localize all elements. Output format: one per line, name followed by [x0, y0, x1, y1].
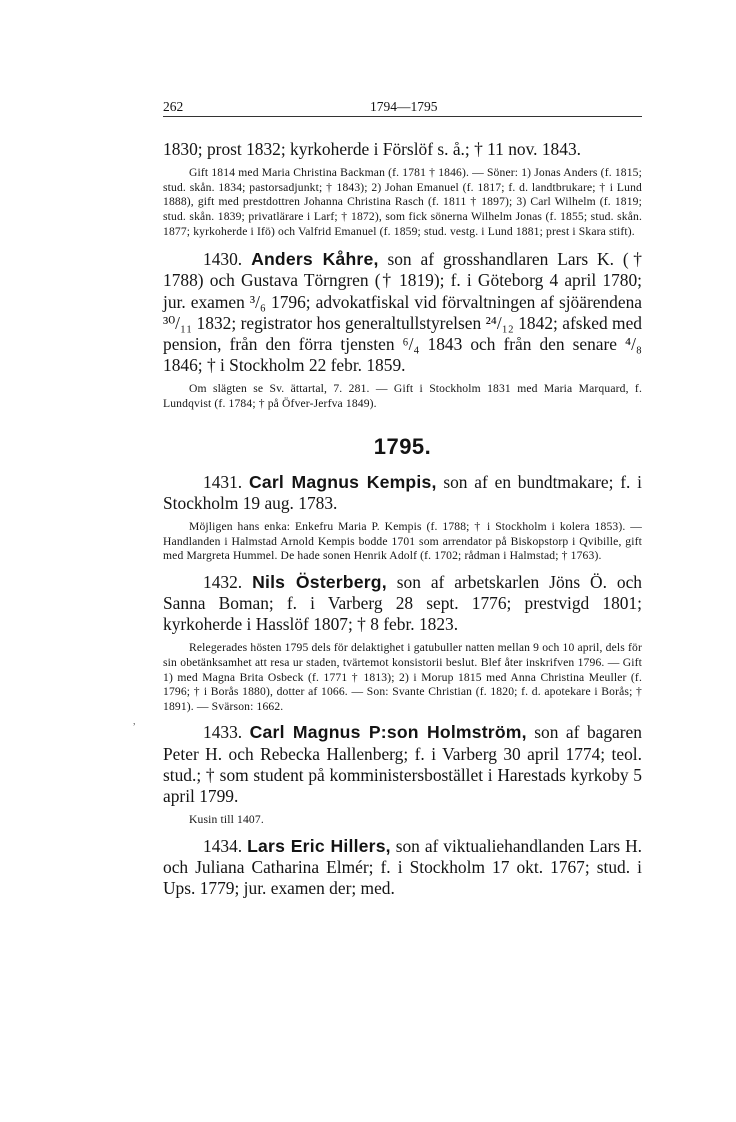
entry-1431: [163, 472, 642, 514]
entry-number: 1431.: [203, 471, 243, 492]
running-head: 1794—1795: [370, 99, 438, 114]
entry-1434: [163, 836, 642, 900]
entry-text: son af arbetskarlen Jöns Ö. och Sanna Boman; f. i Varberg 28 sept. 1776; prestvigd 1801; kyrkoherde i Hasslöf 1807; † 8 febr. 1823.: [163, 571, 642, 635]
entry-text: son af en bundtmakare; f. i Stockholm 19 aug. 1783.: [163, 471, 642, 513]
book-page: [163, 96, 642, 899]
entry-1431-note: Möjligen hans enka: Enkefru Maria P. Kempis (f. 1788; † i Stockholm i kolera 1853). — Handlanden i Halmstad Arnold Kempis bodde 1701 som arrendator på Biskopstorp i Qvibille, gift med Margreta Hummel. De hade sonen Henrik Adolf (f. 1702; rådman i Halmstad; † 1763).: [163, 519, 642, 563]
page-number: 262: [163, 99, 184, 114]
entry-1433: [163, 722, 642, 807]
entry-1432: [163, 572, 642, 636]
intro-note: Gift 1814 med Maria Christina Backman (f. 1781 † 1846). — Söner: 1) Jonas Anders (f. 1815; stud. skån. 1834; pastorsadjunkt; † 1843); 2) Johan Emanuel (f. 1817; f. d. landtbrukare; † i Lund 1888), gift med prestdottren Johanna Christina Rasch (f. 1811 † 1897); 3) Carl Wilhelm (f. 1819; stud. skån. 1839; privatlärare i Larf; † 1872), som fick sönerna Wilhelm Jonas (f. 1855; stud. skån. 1877; kyrkoherde i Ifö) och Valfrid Emanuel (f. 1859; stud. vestg. i Lund 1881; prest i Skara stift).: [163, 166, 642, 238]
entry-1430-note: Om slägten se Sv. ättartal, 7. 281. — Gift i Stockholm 1831 med Maria Marquard, f. Lundqvist (f. 1784; † på Öfver-Jerfva 1849).: [163, 382, 642, 410]
entry-name: Carl Magnus Kempis,: [248, 471, 437, 492]
page-header: [163, 96, 642, 117]
entry-1433-note: Kusin till 1407.: [189, 813, 264, 827]
entry-number: 1430.: [203, 249, 243, 270]
entry-1430: [163, 249, 642, 376]
entry-number: 1434.: [203, 835, 243, 856]
intro-paragraph: 1830; prost 1832; kyrkoherde i Förslöf s. å.; † 11 nov. 1843.: [163, 139, 581, 159]
entry-name: Lars Eric Hillers,: [247, 835, 391, 856]
entry-name: Anders Kåhre,: [251, 249, 379, 270]
entry-number: 1433.: [203, 722, 243, 743]
entry-1432-note: Relegerades hösten 1795 dels för delaktighet i gatubuller natten mellan 9 och 10 april, dels för sin obetänksamhet att resa ur staden, tvärtemot konsistorii beslut. Blef åter inskrifven 1796. — Gift 1) med Magna Brita Osbeck (f. 1771 † 1813); 2) i Morup 1815 med Anna Christina Meuller (f. 1796; † i Borås 1880), dotter af 1066. — Son: Svante Christian (f. 1820; f. d. apotekare i Borås; † 1891). — Svärson: 1662.: [163, 641, 642, 713]
entry-text: son af bagaren Peter H. och Rebecka Hallenberg; f. i Varberg 30 april 1774; teol. stud.; † som student på komministersbostället i Harestads kyrkoby 5 april 1799.: [163, 722, 642, 806]
entry-name: Nils Österberg,: [252, 571, 387, 592]
year-heading: 1795.: [373, 433, 432, 459]
entry-text: son af grosshandlaren Lars K. († 1788) och Gustava Törngren († 1819); f. i Göteborg 4 april 1780; jur. examen ³/₆ 1796; advokatfiskal vid förvaltningen af sjöärendena ³⁰/₁₁ 1832; registrator hos generaltullstyrelsen ²⁴/₁₂ 1842; afsked med pension, från den förra tjensten ⁶/₄ 1843 och från den senare ⁴/₈ 1846; † i Stockholm 22 febr. 1859.: [163, 249, 642, 376]
entry-number: 1432.: [203, 571, 243, 592]
entry-name: Carl Magnus P:son Holmström,: [249, 722, 527, 743]
margin-mark: ,: [133, 716, 136, 727]
entry-text: son af viktualiehandlanden Lars H. och Juliana Catharina Elmér; f. i Stockholm 17 okt. 1767; stud. i Ups. 1779; jur. examen der; med.: [163, 835, 642, 899]
